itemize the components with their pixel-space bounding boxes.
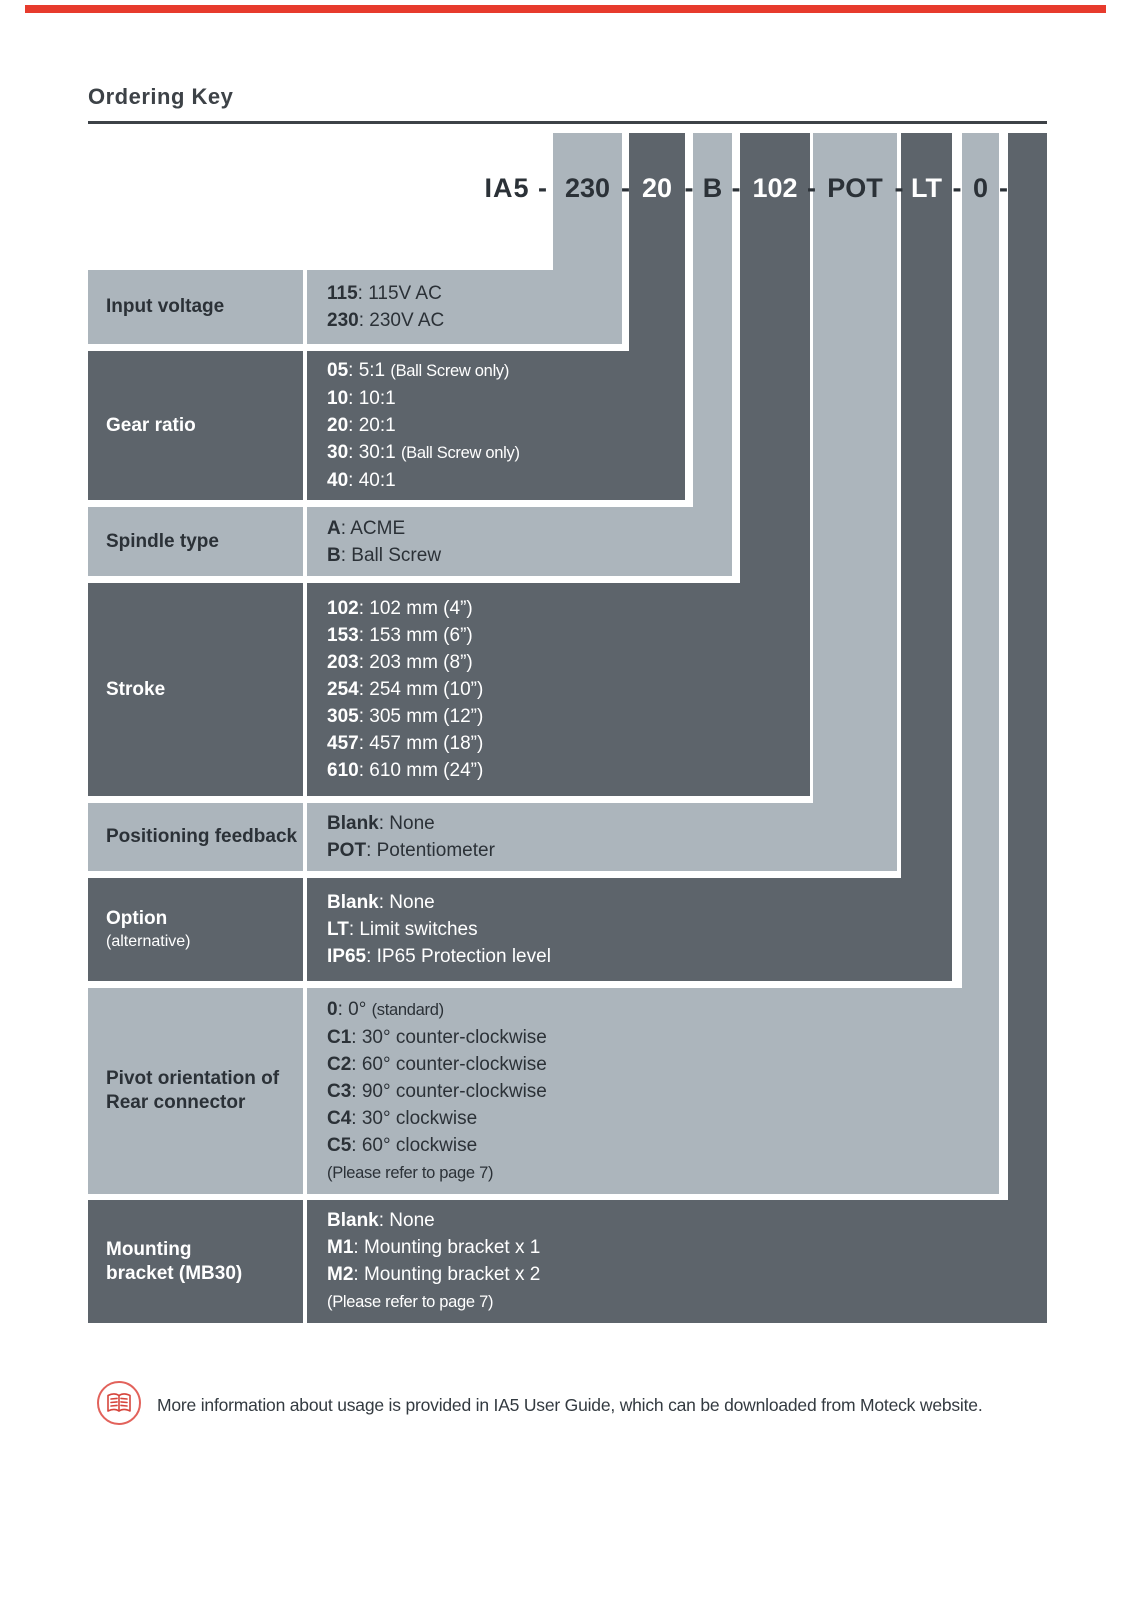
option-desc: : None bbox=[378, 813, 435, 834]
option-desc: : 153 mm (6”) bbox=[358, 625, 473, 646]
code-column-end bbox=[1008, 133, 1047, 1323]
label-desc-divider bbox=[303, 1200, 307, 1323]
row-label-line: Stroke bbox=[106, 678, 166, 700]
option-code: 230 bbox=[327, 310, 359, 331]
option-desc: : Limit switches bbox=[348, 919, 478, 940]
option-line bbox=[327, 730, 802, 757]
code-prefix: IA5 - bbox=[484, 173, 548, 203]
option-code: LT bbox=[327, 919, 349, 940]
row-mounting-bracket-mb30 bbox=[88, 1200, 1047, 1323]
label-desc-divider bbox=[303, 507, 307, 576]
row-label-line: Option bbox=[106, 907, 168, 929]
option-line bbox=[327, 1078, 991, 1105]
label-desc-divider bbox=[303, 803, 307, 871]
option-desc: : 115V AC bbox=[357, 283, 442, 304]
option-code: 20 bbox=[327, 415, 349, 436]
option-desc: : Ball Screw bbox=[340, 544, 442, 566]
option-note: (Please refer to page 7) bbox=[327, 1293, 494, 1311]
option-line bbox=[327, 916, 944, 943]
option-code: POT bbox=[327, 840, 367, 861]
option-code: B bbox=[327, 544, 341, 566]
title-rule bbox=[88, 121, 1047, 124]
option-desc: : 40:1 bbox=[348, 470, 396, 491]
option-line bbox=[327, 412, 677, 439]
footer-note bbox=[96, 1380, 982, 1431]
option-line bbox=[327, 280, 614, 307]
code-separator: - bbox=[952, 173, 962, 203]
option-code: M2 bbox=[327, 1264, 354, 1285]
row-label-stroke bbox=[88, 583, 303, 796]
row-label-mounting-bracket-mb30 bbox=[88, 1200, 303, 1323]
row-options-mounting-bracket-mb30 bbox=[327, 1200, 1039, 1323]
option-desc: : 305 mm (12”) bbox=[358, 706, 484, 727]
option-code: Blank bbox=[327, 813, 379, 834]
page-title: Ordering Key bbox=[88, 84, 234, 109]
row-options-gear-ratio bbox=[327, 351, 677, 500]
option-code: 305 bbox=[327, 706, 359, 727]
option-desc: : 5:1 bbox=[348, 360, 391, 381]
label-desc-divider bbox=[303, 878, 307, 981]
option-code: 457 bbox=[327, 733, 359, 754]
option-code: Blank bbox=[327, 892, 379, 913]
option-code: 610 bbox=[327, 760, 359, 781]
option-line bbox=[327, 943, 944, 970]
row-pivot-orientation-of-rear-connector bbox=[88, 988, 999, 1194]
option-code: 153 bbox=[327, 625, 359, 646]
code-segment-POT: POT bbox=[827, 173, 883, 203]
option-code: 10 bbox=[327, 388, 349, 409]
option-code: A bbox=[327, 517, 341, 539]
option-line bbox=[327, 1234, 1039, 1261]
option-desc: : 102 mm (4”) bbox=[358, 598, 473, 619]
option-code: 254 bbox=[327, 679, 359, 700]
option-desc: : 60° counter-clockwise bbox=[351, 1053, 547, 1075]
option-line bbox=[327, 703, 802, 730]
option-line bbox=[327, 676, 802, 703]
row-options-option bbox=[327, 878, 944, 981]
option-code: C2 bbox=[327, 1053, 352, 1075]
option-desc: : 610 mm (24”) bbox=[358, 760, 484, 781]
code-separator: - bbox=[621, 173, 630, 203]
option-desc: : 60° clockwise bbox=[351, 1134, 478, 1156]
label-desc-divider bbox=[303, 270, 307, 344]
option-desc: : Mounting bracket x 2 bbox=[353, 1264, 541, 1285]
row-label-line: Rear connector bbox=[106, 1092, 246, 1113]
option-desc: : Mounting bracket x 1 bbox=[353, 1237, 541, 1258]
row-label-line: Input voltage bbox=[106, 296, 225, 317]
code-column-LT bbox=[901, 133, 952, 981]
option-code: C4 bbox=[327, 1107, 352, 1129]
option-desc: : 457 mm (18”) bbox=[358, 733, 484, 754]
option-code: IP65 bbox=[327, 946, 367, 967]
label-desc-divider bbox=[303, 988, 307, 1194]
option-desc: : Potentiometer bbox=[366, 840, 495, 861]
option-note: (Please refer to page 7) bbox=[327, 1163, 494, 1182]
option-line bbox=[327, 649, 802, 676]
option-desc: : 230V AC bbox=[358, 310, 445, 331]
row-label-pivot-orientation-of-rear-connector bbox=[88, 988, 303, 1194]
option-line bbox=[327, 385, 677, 412]
option-desc: : None bbox=[378, 1210, 435, 1231]
row-input-voltage bbox=[88, 270, 622, 344]
option-code: C3 bbox=[327, 1080, 352, 1102]
code-separator: - bbox=[807, 173, 816, 203]
option-code: 0 bbox=[327, 998, 338, 1020]
row-label-option bbox=[88, 878, 303, 981]
code-separator: - bbox=[999, 173, 1008, 203]
row-options-spindle-type bbox=[327, 507, 724, 576]
code-segment-20: 20 bbox=[641, 173, 673, 203]
code-separator: - bbox=[684, 173, 694, 203]
row-label-input-voltage bbox=[88, 270, 303, 344]
option-desc: : 30:1 bbox=[348, 442, 401, 463]
row-label-line: Gear ratio bbox=[106, 414, 196, 436]
row-label-line: Mounting bbox=[106, 1238, 192, 1260]
label-desc-divider bbox=[303, 351, 307, 500]
footer-text: More information about usage is provided in IA5 User Guide, which can be downloaded from Moteck website. bbox=[157, 1395, 983, 1415]
row-gear-ratio bbox=[88, 351, 685, 500]
row-label-gear-ratio bbox=[88, 351, 303, 500]
option-line bbox=[327, 439, 677, 467]
option-line bbox=[327, 889, 944, 916]
option-code: 05 bbox=[327, 360, 349, 381]
row-option bbox=[88, 878, 952, 981]
option-desc: : 203 mm (8”) bbox=[358, 652, 473, 673]
row-options-positioning-feedback bbox=[327, 803, 889, 871]
row-positioning-feedback bbox=[88, 803, 897, 871]
row-label-positioning-feedback bbox=[88, 803, 303, 871]
row-sublabel: (alternative) bbox=[106, 932, 191, 950]
option-desc: : 254 mm (10”) bbox=[358, 679, 484, 700]
option-code: Blank bbox=[327, 1210, 379, 1231]
label-desc-divider bbox=[303, 583, 307, 796]
option-line bbox=[327, 307, 614, 334]
row-label-line: Pivot orientation of bbox=[106, 1068, 280, 1089]
option-desc: : 90° counter-clockwise bbox=[351, 1080, 547, 1102]
option-desc: : ACME bbox=[340, 517, 406, 539]
option-line bbox=[327, 542, 724, 569]
option-desc: : 10:1 bbox=[348, 388, 396, 409]
option-code: 203 bbox=[327, 652, 359, 673]
code-segment-230: 230 bbox=[564, 173, 611, 203]
option-line bbox=[327, 1159, 991, 1187]
code-segment-0: 0 bbox=[972, 173, 989, 203]
option-code: C5 bbox=[327, 1134, 352, 1156]
option-line bbox=[327, 1051, 991, 1078]
option-line bbox=[327, 357, 677, 385]
option-desc: : 20:1 bbox=[348, 415, 396, 436]
code-separator: - bbox=[731, 173, 741, 203]
option-line bbox=[327, 1105, 991, 1132]
option-desc: : None bbox=[378, 892, 435, 913]
option-code: 115 bbox=[327, 283, 358, 304]
user-guide-book-icon bbox=[96, 1380, 142, 1431]
row-options-pivot-orientation-of-rear-connector bbox=[327, 988, 991, 1194]
option-note: (Ball Screw only) bbox=[400, 444, 520, 462]
option-desc: : IP65 Protection level bbox=[366, 946, 551, 967]
row-label-line: Spindle type bbox=[106, 530, 219, 552]
option-desc: : 0° bbox=[337, 998, 372, 1020]
option-code: C1 bbox=[327, 1026, 352, 1048]
option-line bbox=[327, 996, 991, 1024]
option-line bbox=[327, 622, 802, 649]
row-options-stroke bbox=[327, 583, 802, 796]
option-code: 40 bbox=[327, 470, 349, 491]
option-line bbox=[327, 757, 802, 784]
row-label-spindle-type bbox=[88, 507, 303, 576]
option-note: (Ball Screw only) bbox=[390, 362, 510, 380]
option-line bbox=[327, 1024, 991, 1051]
code-segment-102: 102 bbox=[752, 173, 798, 203]
option-desc: : 30° clockwise bbox=[351, 1107, 478, 1129]
option-line bbox=[327, 595, 802, 622]
option-line bbox=[327, 837, 889, 864]
option-code: M1 bbox=[327, 1237, 354, 1258]
option-desc: : 30° counter-clockwise bbox=[351, 1026, 547, 1048]
row-label-line: bracket (MB30) bbox=[106, 1262, 243, 1284]
option-line bbox=[327, 1132, 991, 1159]
option-code: 102 bbox=[327, 598, 359, 619]
row-spindle-type bbox=[88, 507, 732, 576]
option-line bbox=[327, 810, 889, 837]
option-line bbox=[327, 515, 724, 542]
code-column-POT bbox=[813, 133, 897, 871]
row-stroke bbox=[88, 583, 810, 796]
code-segment-LT: LT bbox=[911, 173, 942, 203]
option-code: 30 bbox=[327, 442, 349, 463]
option-line bbox=[327, 1207, 1039, 1234]
row-options-input-voltage bbox=[327, 270, 614, 344]
option-line bbox=[327, 467, 677, 494]
row-label-line: Positioning feedback bbox=[106, 826, 298, 847]
code-separator: - bbox=[894, 173, 904, 203]
option-line bbox=[327, 1261, 1039, 1288]
code-segment-B: B bbox=[702, 173, 723, 203]
option-note: (standard) bbox=[371, 1000, 444, 1019]
top-accent-bar bbox=[25, 5, 1106, 13]
option-line bbox=[327, 1288, 1039, 1316]
